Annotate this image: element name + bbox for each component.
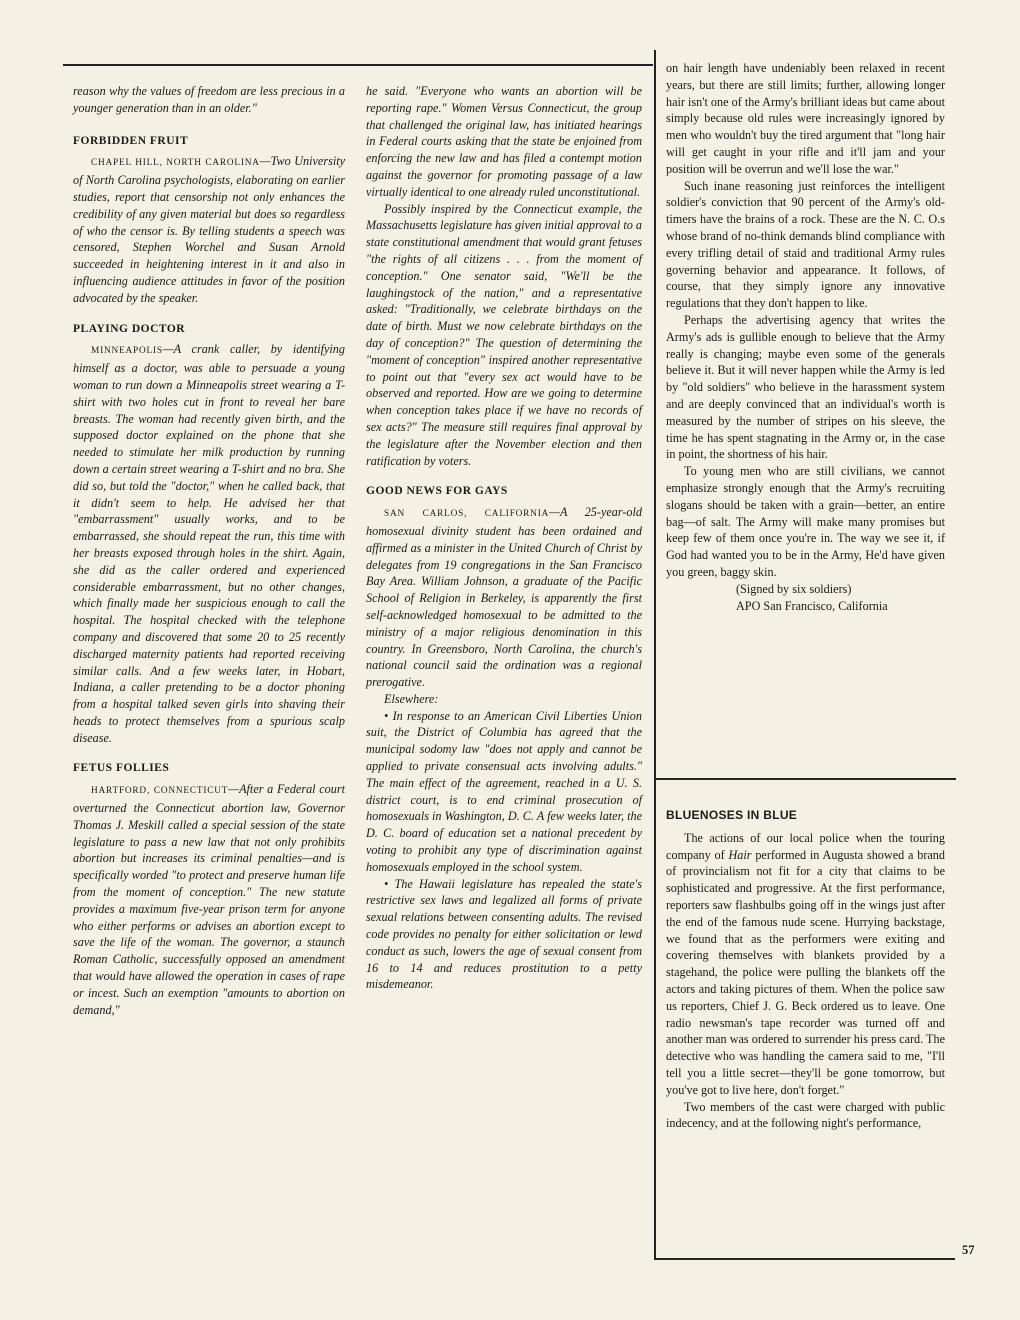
massachusetts-paragraph: Possibly inspired by the Connecticut example, the Massachusetts legislature has given initial approval to a state constitutional amendment that would grant fetuses "the rights of all citizens . . . from the moment of conception." One senator said, "We'll be the laughingstock of the nation," and a representative asked: "Traditionally, we celebrate birthdays on the date of birth. Must we now celebrate birthdays on the day of conception?" The question of determining the "moment of conception" inspired another representative to point out that "every sex act would have to be observed and reported. How are we going to determine when conception takes place if we have no records of sex acts?" The measure still requires final approval by the legislature after the November election and then ratification by voters.	[366, 201, 642, 468]
column-3-letter	[666, 60, 945, 614]
text-run: performed in Augusta showed a brand of provincialism not fit for a city that claims to be sophisticated and progressive. At the first performance, reporters saw flashbulbs going off in the wings just after the end of the famous nude scene. Hurrying backstage, we found that as the performers were exiting and covering themselves with blankets provided by a stagehand, the police were pulling the blankets off the actors and taking pictures of them. When the police saw us reporters, Chief J. G. Beck ordered us to leave. One radio newsman's tape recorder was turned off and another man was ordered to surrender his press card. The detective who was handling the camera said to me, "I'll tell you a little secret—they'll be gone tomorrow, but you've got to live here, don't forget."	[666, 847, 945, 1097]
show-title: Hair	[728, 847, 752, 862]
bullet-item: • In response to an American Civil Liberties Union suit, the District of Columbia has agreed that the municipal sodomy law "does not apply and cannot be applied to private consensual acts involving adults." The main effect of the agreement, reached in a U. S. district court, is to end criminal prosecution of homosexuals in Washington, D. C. A few weeks later, the D. C. board of education set a national precedent by voting to prohibit any type of discrimination against homosexuals employed in the school system.	[366, 708, 642, 874]
article-text: —Two University of North Carolina psychologists, elaborating on earlier studies, report that censorship not only enhances the credibility of any given material but does so regardless of who the censor is. By telling students a speech was censored, Stephen Worchel and Susan Arnold succeeded in heightening interest in it and also in influencing audience attitudes in favor of the position advocated by the speaker.	[73, 154, 345, 305]
dateline: CHAPEL HILL, NORTH CAROLINA	[91, 158, 260, 169]
dateline: SAN CARLOS, CALIFORNIA	[384, 509, 550, 520]
heading-good-news-for-gays: GOOD NEWS FOR GAYS	[366, 485, 508, 498]
letter-box-rule	[654, 778, 956, 780]
intro-paragraph: reason why the values of freedom are less precious in a younger generation than in an older."	[73, 84, 345, 115]
column-3-bluenoses	[666, 807, 945, 1132]
top-rule	[63, 64, 653, 66]
heading-playing-doctor: PLAYING DOCTOR	[73, 322, 186, 335]
bottom-rule	[655, 1258, 955, 1260]
article-good-news	[366, 504, 642, 691]
text-run: The actions of our local police when the touring company of	[666, 830, 945, 862]
fetus-follies-continued: he said. "Everyone who wants an abortion will be reporting rape." Women Versus Connecticut, the group that challenged the original law, has initiated hearings in Federal courts asking that the state be enjoined from enforcing the new law and has filed a contempt motion against the governor for promoting passage of a law virtually identical to one already ruled unconstitutional.	[366, 84, 642, 199]
heading-fetus-follies: FETUS FOLLIES	[73, 762, 170, 775]
letter-paragraph	[666, 830, 945, 1099]
elsewhere-label: Elsewhere:	[384, 691, 439, 706]
page-number: 57	[962, 1243, 975, 1257]
heading-forbidden-fruit: FORBIDDEN FRUIT	[73, 134, 189, 147]
column-divider	[654, 50, 656, 1260]
letter-paragraph: on hair length have undeniably been relaxed in recent years, but there are still limits; further, allowing longer hair isn't one of the Army's brilliant ideas but came about simply because old rules were increasingly ignored by men who wouldn't buy the tired argument that "long hair will get caught in your rifle and it'll jam and your position will be overrun and we'll lose the war."	[666, 61, 945, 176]
dateline: MINNEAPOLIS	[91, 346, 163, 357]
dateline: HARTFORD, CONNECTICUT	[91, 786, 229, 797]
letter-signature: (Signed by six soldiers)	[736, 581, 852, 596]
letter-paragraph: To young men who are still civilians, we cannot emphasize strongly enough that the Army's recruiting slogans should be taken with a grain—better, an entire bag—of salt. The Army will make many promises but keep few of them once you're in. The way we see it, if God had wanted you to be in the Army, He'd have given you green, baggy skin.	[666, 464, 945, 579]
column-1	[73, 83, 345, 1018]
article-text: —A 25-year-old homosexual divinity student has been ordained and affirmed as a minister in the United Church of Christ by delegates from 19 congregations in the San Francisco Bay Area. William Johnson, a graduate of the Pacific School of Religion in Berkeley, is apparently the first self-acknowledged homosexual to be admitted to the ministry of a major religious denomination in this country. In Greensboro, North Carolina, the church's national council said the ordination was a regional prerogative.	[366, 505, 642, 690]
article-text: —A crank caller, by identifying himself as a doctor, was able to persuade a young woman to run down a Minneapolis street wearing a T-shirt with two holes cut in front to reveal her bare breasts. The woman had recently given birth, and the supposed doctor explained on the phone that she needed to stimulate her milk production by running down a certain street wearing a T-shirt and no bra. She did so, but told the "doctor," when he called back, that it didn't seem to help. He advised her that "embarrassment" usually works, and to be embarrassed, she should repeat the run, this time with her breasts exposed through holes in the shirt. Again, she did as the caller ordered and experienced considerable embarrassment, but no other changes, which finally made her suspicious enough to call the hospital. The hospital checked with the telephone company and discovered that some 20 to 25 recently discharged maternity patients had reported receiving similar calls. And a few weeks later, in Hobart, Indiana, a caller pretending to be a doctor phoning from a hospital talked seven girls into shaving their heads to protect themselves from a spurious scalp disease.	[73, 342, 345, 745]
article-fetus-follies	[73, 781, 345, 1018]
article-forbidden-fruit	[73, 153, 345, 306]
heading-bluenoses-in-blue: BLUENOSES IN BLUE	[666, 808, 798, 822]
article-playing-doctor	[73, 341, 345, 746]
bullet-item: • The Hawaii legislature has repealed the state's restrictive sex laws and legalized all forms of private sexual relations between consenting adults. The revised code provides no penalty for either solicitation or lewd conduct as such, lowers the age of sexual consent from 16 to 14 and reduces prostitution to a petty misdemeanor.	[366, 876, 642, 992]
letter-paragraph: Two members of the cast were charged with public indecency, and at the following night's performance,	[666, 1099, 945, 1131]
column-2	[366, 83, 642, 993]
article-text: —After a Federal court overturned the Connecticut abortion law, Governor Thomas J. Meskill called a special session of the state legislature to pass a new law that not only prohibits abortion but increases its criminal penalties—and is specifically worded "to protect and preserve human life from the moment of conception." The new statute provides a maximum five-year prison term for anyone who either performs or advises an abortion except to save the life of the woman. The governor, a staunch Roman Catholic, successfully opposed an amendment that would have allowed the operation in cases of rape or incest. Such an exemption "amounts to abortion on demand,"	[73, 782, 346, 1017]
letter-paragraph: Such inane reasoning just reinforces the intelligent soldier's conviction that 90 percent of the Army's old-timers have the brains of a rock. These are the N. C. O.s whose brand of no-think demands blind compliance with every trifling detail of staid and traditional Army rules governing behavior and appearance. It follows, of course, that they simply ignore any innovative regulations that they don't happen to like.	[666, 178, 945, 311]
letter-location: APO San Francisco, California	[736, 598, 888, 613]
letter-paragraph: Perhaps the advertising agency that writes the Army's ads is gullible enough to believe that the Army really is changing; maybe even some of the generals believe it. But it will never happen while the Army is led by "old soldiers" who believe in the harassment system and are deeply convinced that an individual's worth is measured by the number of stripes on his sleeve, the time he has spent stagnating in the Army or, in the case in point, the shortness of his hair.	[666, 312, 945, 462]
